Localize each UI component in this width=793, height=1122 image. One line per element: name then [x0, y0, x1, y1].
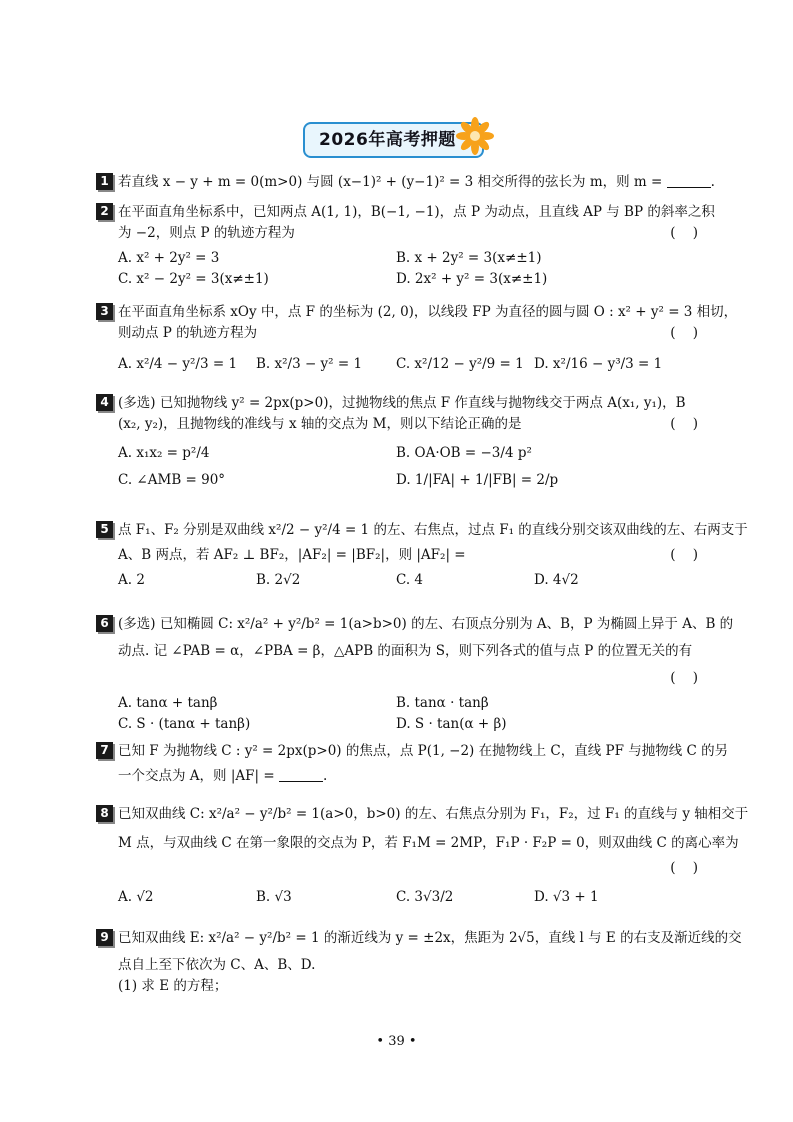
question-6	[96, 614, 734, 735]
question-tail: .	[322, 768, 328, 784]
option-c[interactable]: C. 3√3/2	[396, 889, 454, 905]
answer-blank[interactable]	[279, 767, 323, 782]
question-text: 已知双曲线 C: x²/a² − y²/b² = 1(a>0，b>0) 的左、右焦点分别为 F₁，F₂，过 F₁ 的直线与 y 轴相交于	[118, 806, 749, 822]
option-d[interactable]: D. 2x² + y² = 3(x≠±1)	[396, 271, 548, 287]
option-b[interactable]: B. x²/3 − y² = 1	[256, 356, 363, 372]
title-section	[303, 122, 484, 158]
question-2	[96, 202, 715, 290]
question-number: 2	[96, 203, 113, 220]
option-d[interactable]: D. x²/16 − y³/3 = 1	[534, 356, 663, 372]
question-text: 点自上至下依次为 C、A、B、D.	[118, 957, 316, 973]
question-number: 7	[96, 742, 113, 759]
answer-paren[interactable]: ( )	[670, 860, 698, 876]
question-text: 动点. 记 ∠PAB = α，∠PBA = β，△APB 的面积为 S，则下列各式的值与点 P 的位置无关的有	[118, 643, 693, 659]
question-tail: .	[710, 174, 715, 190]
page-title: 2026年高考押题	[303, 122, 484, 158]
question-text: 一个交点为 A，则 |AF| =	[118, 768, 275, 784]
question-text: (x₂, y₂)，且抛物线的准线与 x 轴的交点为 M，则以下结论正确的是	[118, 416, 522, 432]
answer-paren[interactable]: ( )	[670, 416, 698, 432]
option-b[interactable]: B. √3	[256, 889, 292, 905]
question-7	[96, 741, 729, 787]
option-d[interactable]: D. 4√2	[534, 572, 579, 588]
question-9	[96, 928, 742, 997]
option-c[interactable]: C. x² − 2y² = 3(x≠±1)	[118, 271, 269, 287]
answer-paren[interactable]: ( )	[670, 670, 698, 686]
answer-paren[interactable]: ( )	[670, 225, 698, 241]
page-number: • 39 •	[376, 1034, 417, 1049]
question-3	[96, 302, 738, 375]
question-text: 则动点 P 的轨迹方程为	[118, 325, 258, 341]
option-a[interactable]: A. tanα + tanβ	[118, 695, 218, 711]
question-8	[96, 804, 749, 908]
question-subpart: (1) 求 E 的方程；	[118, 978, 228, 994]
question-1	[96, 172, 715, 193]
option-b[interactable]: B. tanα · tanβ	[396, 695, 489, 711]
question-text: 在平面直角坐标系中，已知两点 A(1, 1)，B(−1, −1)，点 P 为动点，且直线 AP 与 BP 的斜率之积	[118, 204, 715, 220]
question-text: 若直线 x − y + m = 0(m>0) 与圆 (x−1)² + (y−1)² = 3 相交所得的弦长为 m，则 m =	[118, 174, 663, 190]
option-d[interactable]: D. S · tan(α + β)	[396, 716, 507, 732]
option-a[interactable]: A. x₁x₂ = p²/4	[118, 445, 210, 461]
option-d[interactable]: D. 1/|FA| + 1/|FB| = 2/p	[396, 472, 559, 488]
question-text: 已知双曲线 E: x²/a² − y²/b² = 1 的渐近线为 y = ±2x，焦距为 2√5，直线 l 与 E 的右支及渐近线的交	[118, 930, 742, 946]
question-text: 为 −2，则点 P 的轨迹方程为	[118, 225, 295, 241]
question-text: A、B 两点，若 AF₂ ⊥ BF₂，|AF₂| = |BF₂|，则 |AF₂| =	[118, 547, 466, 563]
question-text: (多选) 已知抛物线 y² = 2px(p>0)，过抛物线的焦点 F 作直线与抛物线交于两点 A(x₁, y₁)，B	[118, 395, 686, 411]
option-a[interactable]: A. 2	[118, 572, 145, 588]
question-text: 在平面直角坐标系 xOy 中，点 F 的坐标为 (2, 0)，以线段 FP 为直径的圆与圆 O : x² + y² = 3 相切，	[118, 304, 738, 320]
question-number: 3	[96, 303, 113, 320]
option-b[interactable]: B. x + 2y² = 3(x≠±1)	[396, 250, 542, 266]
question-text: 已知 F 为抛物线 C : y² = 2px(p>0) 的焦点，点 P(1, −2) 在抛物线上 C，直线 PF 与抛物线 C 的另	[118, 743, 729, 759]
question-number: 4	[96, 394, 113, 411]
question-text: 点 F₁、F₂ 分别是双曲线 x²/2 − y²/4 = 1 的左、右焦点，过点 F₁ 的直线分别交该双曲线的左、右两支于	[118, 522, 748, 538]
option-c[interactable]: C. ∠AMB = 90°	[118, 472, 226, 488]
question-number: 1	[96, 173, 113, 190]
option-b[interactable]: B. 2√2	[256, 572, 301, 588]
flower-icon	[455, 116, 495, 156]
question-text: (多选) 已知椭圆 C: x²/a² + y²/b² = 1(a>b>0) 的左、右顶点分别为 A、B，P 为椭圆上异于 A、B 的	[118, 616, 734, 632]
option-c[interactable]: C. 4	[396, 572, 424, 588]
option-a[interactable]: A. x² + 2y² = 3	[118, 250, 220, 266]
option-b[interactable]: B. OA·OB = −3/4 p²	[396, 445, 532, 461]
option-d[interactable]: D. √3 + 1	[534, 889, 599, 905]
answer-blank[interactable]	[667, 173, 711, 188]
option-a[interactable]: A. x²/4 − y²/3 = 1	[118, 356, 238, 372]
question-5	[96, 520, 748, 591]
answer-paren[interactable]: ( )	[670, 547, 698, 563]
question-4	[96, 393, 702, 491]
question-number: 6	[96, 615, 113, 632]
option-a[interactable]: A. √2	[118, 889, 154, 905]
answer-paren[interactable]: ( )	[670, 325, 698, 341]
option-c[interactable]: C. x²/12 − y²/9 = 1	[396, 356, 524, 372]
question-number: 9	[96, 929, 113, 946]
question-number: 5	[96, 521, 113, 538]
question-text: M 点，与双曲线 C 在第一象限的交点为 P，若 F₁M = 2MP，F₁P · F₂P = 0，则双曲线 C 的离心率为	[118, 835, 739, 851]
option-c[interactable]: C. S · (tanα + tanβ)	[118, 716, 251, 732]
question-number: 8	[96, 805, 113, 822]
